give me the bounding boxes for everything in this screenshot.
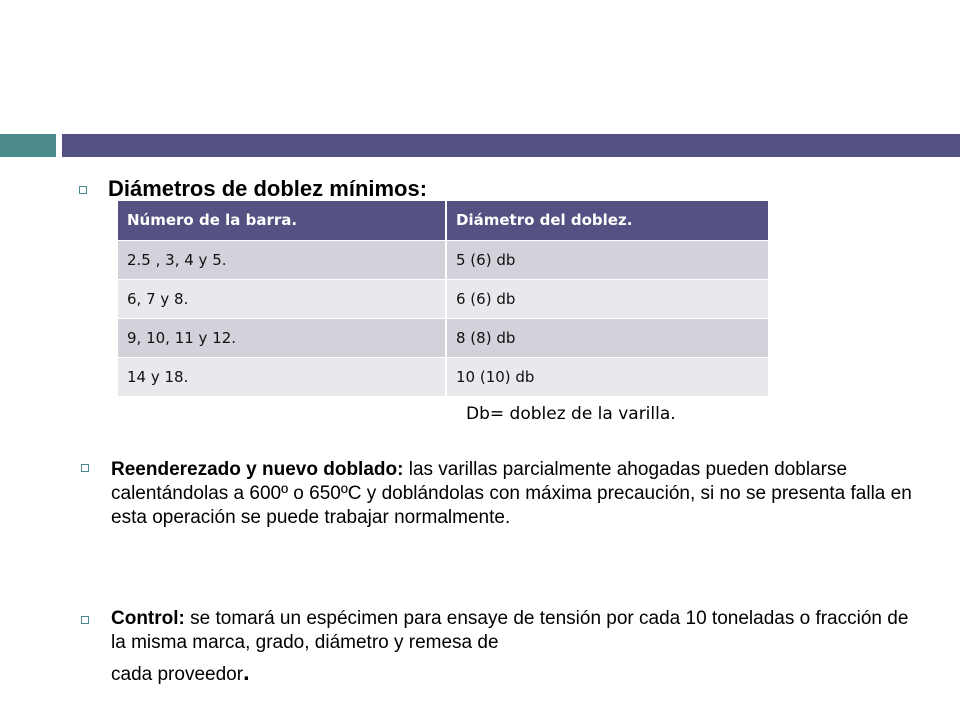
section-heading: Diámetros de doblez mínimos: [108,176,428,201]
table-row [118,318,768,357]
column-header-bend-diameter: Diámetro del doblez. [446,201,768,240]
paragraph-text: las varillas parcialmente ahogadas pueden doblarse calentándolas a 600º o 650ºC y doblándolas con máxima precaución, si no se presenta falla en esta operación se puede trabajar normalmente. [111,459,912,528]
square-bullet-icon [79,186,87,194]
table-cell: 6 (6) db [446,279,768,318]
header-bar-purple [62,134,960,157]
column-header-bar-number: Número de la barra. [118,201,446,240]
table-header-row [118,201,768,240]
table-cell: 9, 10, 11 y 12. [118,318,446,357]
table-cell: 10 (10) db [446,357,768,396]
table-row [118,240,768,279]
square-bullet-icon [81,616,89,624]
paragraph-colon: : [397,459,404,480]
paragraph-label: Control [111,608,179,629]
table-cell: 2.5 , 3, 4 y 5. [118,240,446,279]
paragraph-straightening [111,458,923,530]
table-footnote: Db= doblez de la varilla. [466,404,676,424]
table-cell: 6, 7 y 8. [118,279,446,318]
paragraph-period: . [243,659,250,686]
paragraph-colon: : [178,608,185,629]
paragraph-label: Reenderezado y nuevo doblado [111,459,398,480]
table-cell: 8 (8) db [446,318,768,357]
paragraph-control [111,607,923,687]
square-bullet-icon [81,464,89,472]
table-row [118,279,768,318]
table-cell: 14 y 18. [118,357,446,396]
paragraph-text-end: cada proveedor [111,664,244,685]
bend-diameter-table [118,201,768,397]
paragraph-text: se tomará un espécimen para ensaye de tensión por cada 10 toneladas o fracción de la misma marca, grado, diámetro y remesa de [111,608,909,653]
header-bar-teal [0,134,56,157]
table-row [118,357,768,396]
table-cell: 5 (6) db [446,240,768,279]
